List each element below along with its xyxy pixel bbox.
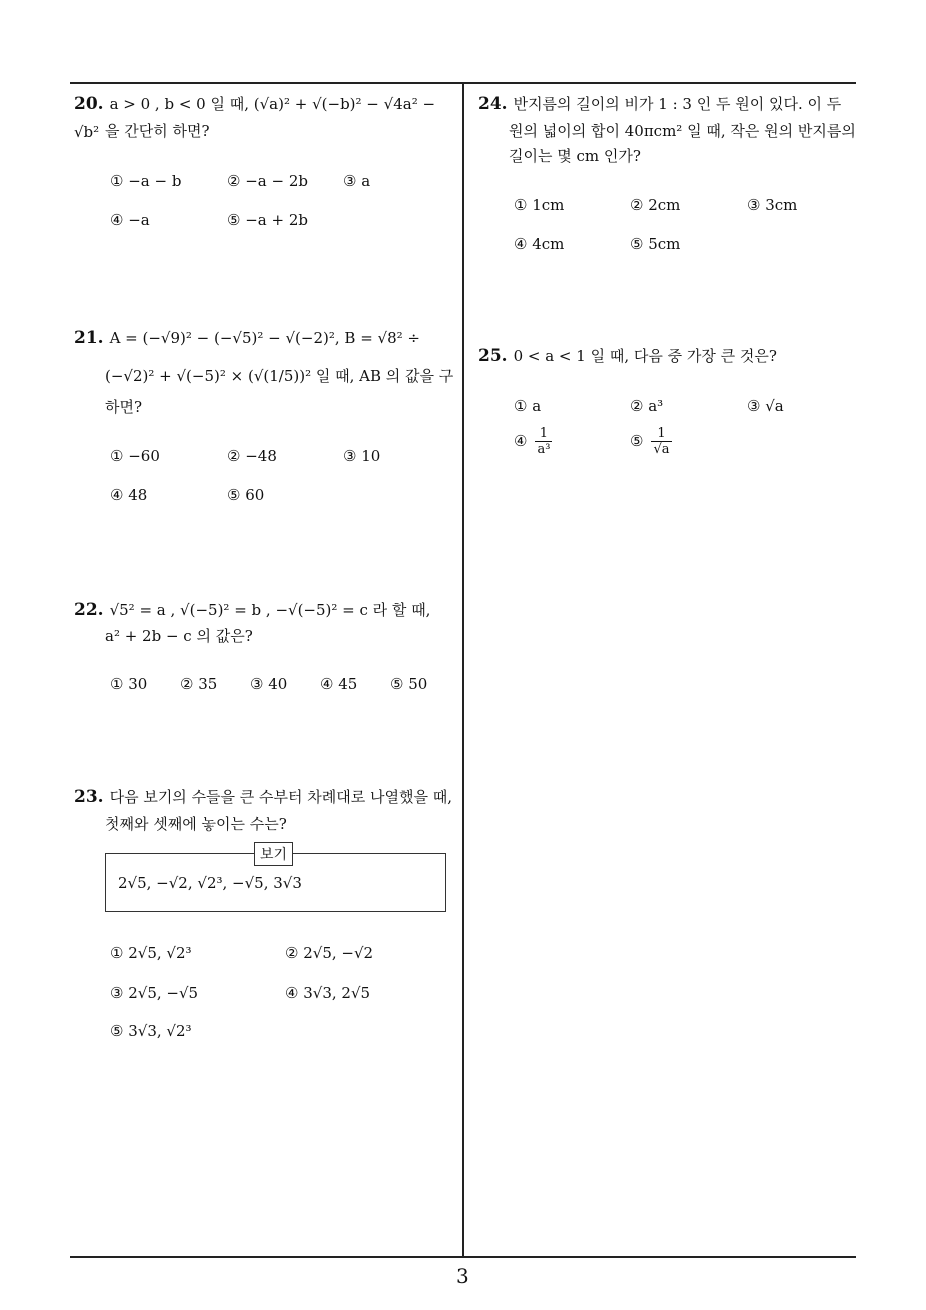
q21-option-1[interactable]: ① −60 <box>110 447 160 465</box>
q22-option-1[interactable]: ① 30 <box>110 675 148 693</box>
fraction <box>535 426 552 457</box>
question-25 <box>478 342 863 370</box>
q20-option-5[interactable]: ⑤ −a + 2b <box>227 211 308 229</box>
question-number: 23. <box>74 787 104 807</box>
q24-option-4[interactable]: ④ 4cm <box>514 235 565 253</box>
q21-option-2[interactable]: ② −48 <box>227 447 277 465</box>
q25-option-2[interactable]: ② a³ <box>630 397 664 415</box>
question-24 <box>478 90 863 118</box>
q25-option-3[interactable]: ③ √a <box>747 397 784 415</box>
question-text-line1: √5² = a , √(−5)² = b , −√(−5)² = c 라 할 때, <box>109 601 431 619</box>
q23-option-4[interactable]: ④ 3√3, 2√5 <box>285 984 371 1002</box>
q24-option-5[interactable]: ⑤ 5cm <box>630 235 681 253</box>
q23-option-1[interactable]: ① 2√5, √2³ <box>110 944 192 962</box>
question-number: 22. <box>74 600 104 620</box>
question-text-line1: a > 0 , b < 0 일 때, (√a)² + √(−b)² − √4a² − √b² <box>74 95 436 141</box>
q22-option-5[interactable]: ⑤ 50 <box>390 675 428 693</box>
question-22-line2: a² + 2b − c 의 값은? <box>105 627 253 645</box>
question-number: 24. <box>478 94 508 114</box>
question-23 <box>74 783 459 811</box>
example-box-content: 2√5, −√2, √2³, −√5, 3√3 <box>118 874 302 892</box>
question-21-line2: (−√2)² + √(−5)² × (√(1/5))² 일 때, AB 의 값을 구 <box>105 367 454 385</box>
question-24-line3: 길이는 몇 cm 인가? <box>509 147 641 165</box>
q25-option-5[interactable] <box>630 426 672 457</box>
denominator: a³ <box>537 442 551 457</box>
q25-option-4[interactable] <box>514 426 552 457</box>
q23-option-2[interactable]: ② 2√5, −√2 <box>285 944 374 962</box>
q21-option-3[interactable]: ③ 10 <box>343 447 381 465</box>
q22-option-4[interactable]: ④ 45 <box>320 675 358 693</box>
numerator: 1 <box>535 426 552 442</box>
question-number: 21. <box>74 328 104 348</box>
example-box-title: 보기 <box>254 842 293 866</box>
question-text-line1: 0 < a < 1 일 때, 다음 중 가장 큰 것은? <box>513 347 777 365</box>
q25-option-1[interactable]: ① a <box>514 397 542 415</box>
question-20-line2: 을 간단히 하면? <box>105 122 210 140</box>
q20-option-3[interactable]: ③ a <box>343 172 371 190</box>
question-21-line3: 하면? <box>105 398 143 416</box>
question-number: 20. <box>74 94 104 114</box>
q21-option-5[interactable]: ⑤ 60 <box>227 486 265 504</box>
question-text-line1: 반지름의 길이의 비가 1 : 3 인 두 원이 있다. 이 두 <box>513 95 842 113</box>
numerator: 1 <box>651 426 671 442</box>
option-marker: ④ <box>514 431 528 450</box>
option-marker: ⑤ <box>630 431 644 450</box>
q20-option-2[interactable]: ② −a − 2b <box>227 172 308 190</box>
q24-option-3[interactable]: ③ 3cm <box>747 196 798 214</box>
q22-option-3[interactable]: ③ 40 <box>250 675 288 693</box>
q20-option-4[interactable]: ④ −a <box>110 211 150 229</box>
q24-option-2[interactable]: ② 2cm <box>630 196 681 214</box>
q20-option-1[interactable]: ① −a − b <box>110 172 182 190</box>
denominator: √a <box>653 442 670 457</box>
q24-option-1[interactable]: ① 1cm <box>514 196 565 214</box>
q22-option-2[interactable]: ② 35 <box>180 675 218 693</box>
question-23-line2: 첫째와 셋째에 놓이는 수는? <box>105 815 287 833</box>
q23-option-5[interactable]: ⑤ 3√3, √2³ <box>110 1022 192 1040</box>
bottom-rule <box>70 1256 856 1258</box>
question-text-line1: A = (−√9)² − (−√5)² − √(−2)², B = √8² ÷ <box>109 329 421 347</box>
question-text-line1: 다음 보기의 수들을 큰 수부터 차례대로 나열했을 때, <box>109 788 453 806</box>
q23-option-3[interactable]: ③ 2√5, −√5 <box>110 984 199 1002</box>
page-number: 3 <box>456 1264 469 1288</box>
question-24-line2: 원의 넓이의 합이 40πcm² 일 때, 작은 원의 반지름의 <box>509 122 856 140</box>
question-number: 25. <box>478 346 508 366</box>
question-21 <box>74 324 459 352</box>
fraction <box>651 426 671 457</box>
column-divider <box>462 82 464 1257</box>
q21-option-4[interactable]: ④ 48 <box>110 486 148 504</box>
question-22 <box>74 596 459 624</box>
